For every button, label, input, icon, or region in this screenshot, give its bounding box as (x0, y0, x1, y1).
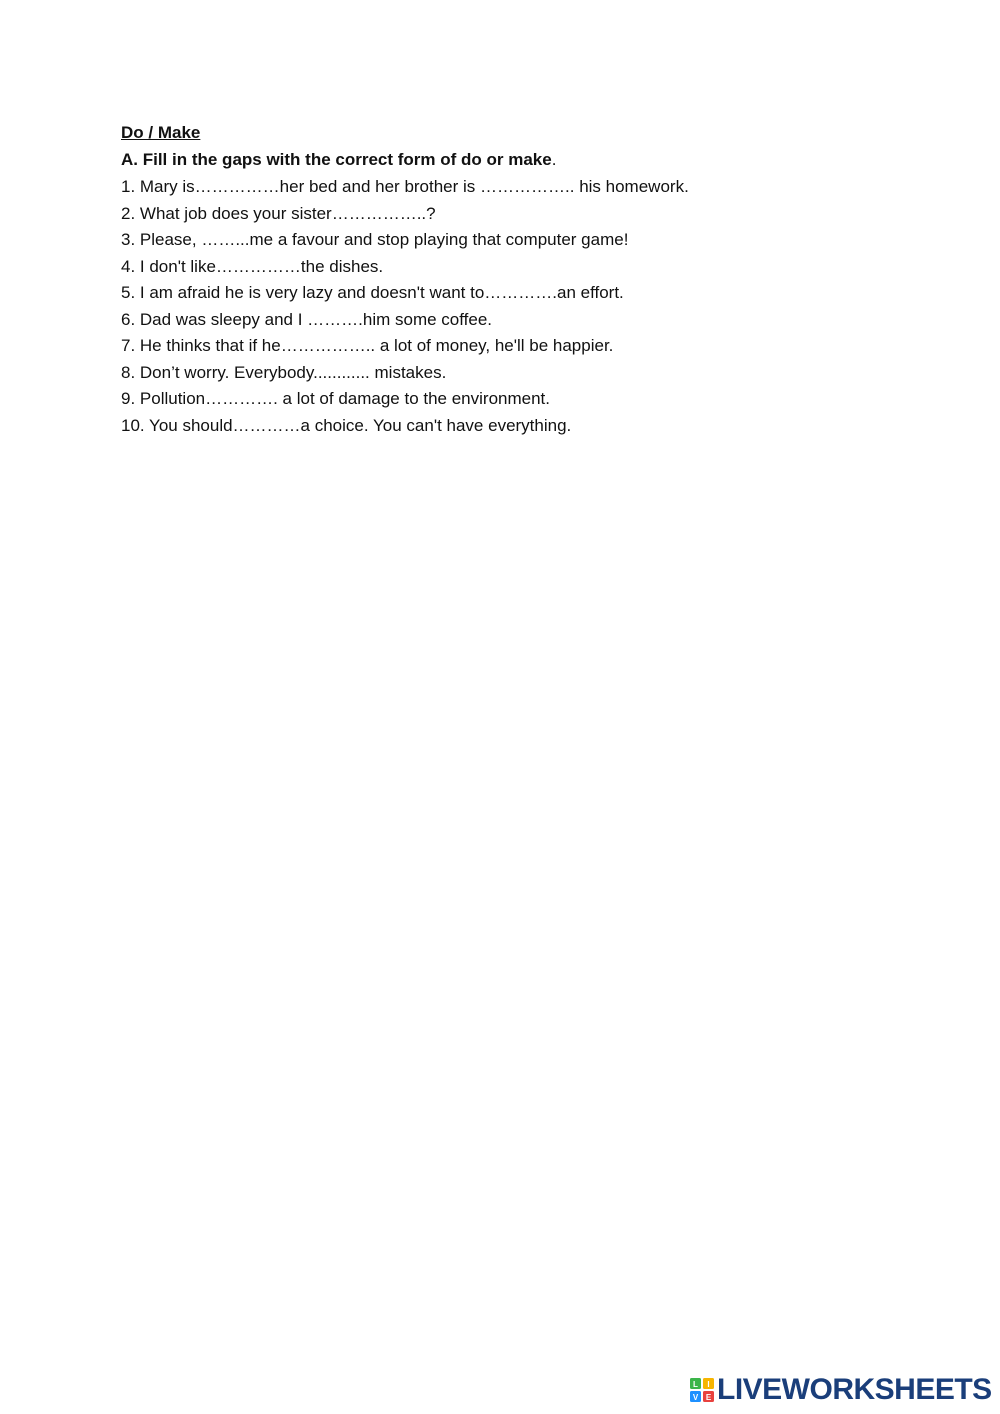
svg-text:I: I (707, 1379, 710, 1389)
exercise-item-4: 4. I don't like……………the dishes. (121, 256, 384, 276)
worksheet-title: Do / Make (121, 123, 201, 142)
instruction (121, 147, 881, 174)
exercise-item-5: 5. I am afraid he is very lazy and doesn't want to………….an effort. (121, 283, 624, 302)
exercise-item-3: 3. Please, ……...me a favour and stop playing that computer game! (121, 230, 629, 249)
exercise-item-8: 8. Don’t worry. Everybody............ mistakes. (121, 362, 447, 382)
exercise-item-2: 2. What job does your sister……………..? (121, 203, 436, 223)
instruction-period: . (551, 150, 557, 169)
svg-text:L: L (693, 1379, 698, 1389)
exercise-item-7: 7. He thinks that if he…………….. a lot of money, he'll be happier. (121, 336, 614, 355)
liveworksheets-logo-text: LIVEWORKSHEETS (717, 1373, 992, 1406)
liveworksheets-logo-icon (690, 1378, 714, 1402)
worksheet (121, 121, 881, 439)
svg-text:E: E (705, 1392, 712, 1402)
exercise-item-1: 1. Mary is……………her bed and her brother is …………….. his homework. (121, 177, 689, 196)
exercise-item-6: 6. Dad was sleepy and I ……….him some coffee. (121, 309, 493, 329)
instruction-text: A. Fill in the gaps with the correct form of do or make (121, 150, 552, 169)
svg-text:V: V (692, 1392, 699, 1402)
exercise-item-9: 9. Pollution…………. a lot of damage to the environment. (121, 389, 551, 408)
exercise-item-10: 10. You should…………a choice. You can't have everything. (121, 415, 572, 435)
exercise-list (121, 174, 881, 439)
liveworksheets-logo (690, 1372, 992, 1408)
